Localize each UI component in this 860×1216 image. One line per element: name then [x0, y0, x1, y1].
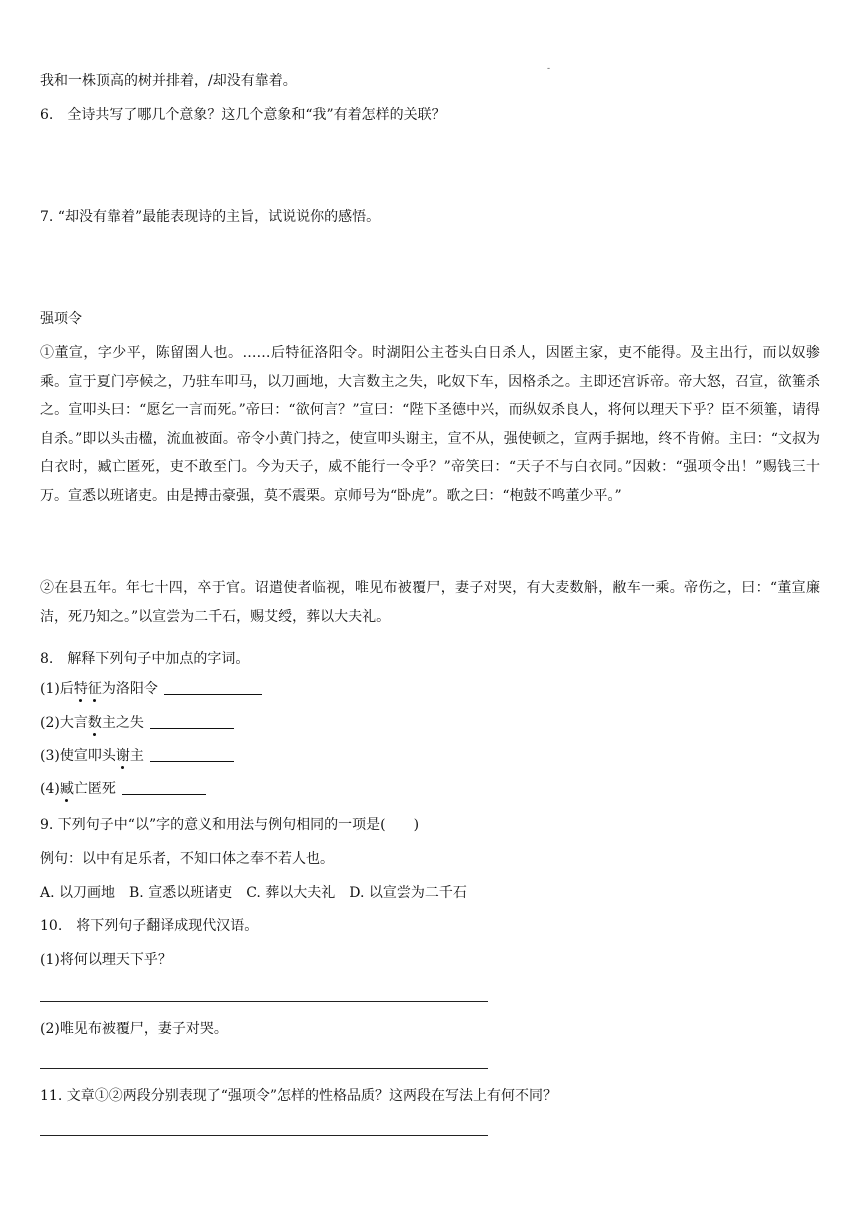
question-10-sentence-1: (1)将何以理天下乎？: [40, 952, 172, 968]
answer-line-1[interactable]: [40, 1001, 488, 1002]
passage-paragraph-1: ①董宣，字少平，陈留圉人也。……后特征洛阳令。时湖阳公主苍头白日杀人，因匿主家，吏不能得。及主出行，而以奴骖乘。宣于夏门亭候之，乃驻车叩马，以刀画地，大言数主之失，叱奴下车，因格杀之。主即还宫诉帝。帝大怒，召宣，欲箠杀之。宣叩头曰：“愿乞一言而死。”帝曰：“欲何言？”宣曰：“陛下圣德中兴，而纵奴杀良人，将何以理天下乎？臣不须箠，请得自杀。”即以头击楹，流血被面。帝令小黄门持之，使宣叩头谢主，宣不从，强使顿之，宣两手据地，终不肯俯。主曰：“文叔为白衣时，臧亡匿死，吏不敢至门。今为天子，威不能行一令乎？”帝笑曰：“天子不与白衣同。”因敕：“强项令出！”赐钱三十万。宣悉以班诸吏。由是搏击豪强，莫不震栗。京师号为“卧虎”。歌之曰：“枹鼓不鸣董少平。”: [40, 345, 820, 504]
poem-line: 我和一株顶高的树并排着，/却没有靠着。: [40, 73, 297, 89]
item-prefix: (1)后: [40, 681, 74, 697]
question-7: 7. “却没有靠着”最能表现诗的主旨，试说说你的感悟。: [40, 209, 381, 225]
answer-line-2[interactable]: [40, 1068, 488, 1069]
item-suffix: 为洛阳令: [101, 681, 158, 697]
dotted-char: 谢: [115, 748, 130, 764]
answer-blank[interactable]: [164, 680, 262, 695]
question-8-item-3: [40, 746, 234, 766]
question-8-item-4: [40, 779, 206, 799]
dotted-char: 臧: [59, 781, 74, 797]
dotted-char: 特: [73, 681, 88, 697]
question-8-stem: 8. 解释下列句子中加点的字词。: [40, 651, 250, 667]
item-prefix: (4): [40, 781, 60, 797]
passage-paragraph-2: ②在县五年。年七十四，卒于官。诏遣使者临视，唯见布被覆尸，妻子对哭，有大麦数斛，敝车一乘。帝伤之，曰：“董宣廉洁，死乃知之。”以宣尝为二千石，赐艾绶，葬以大夫礼。: [40, 580, 820, 625]
item-suffix: 亡匿死: [73, 781, 116, 797]
question-9-stem: 9. 下列句子中“以”字的意义和用法与例句相同的一项是( ): [40, 817, 420, 833]
question-9-example: 例句：以中有足乐者，不知口体之奉不若人也。: [40, 851, 334, 867]
item-prefix: (3)使宣叩头: [40, 748, 116, 764]
answer-blank[interactable]: [122, 780, 206, 795]
item-suffix: 主之失: [101, 715, 144, 731]
question-10-stem: 10. 将下列句子翻译成现代汉语。: [40, 918, 259, 934]
item-suffix: 主: [129, 748, 144, 764]
item-prefix: (2)大言: [40, 715, 88, 731]
passage-title: 强项令: [40, 311, 82, 327]
answer-blank[interactable]: [150, 714, 234, 729]
answer-line-3[interactable]: [40, 1135, 488, 1136]
question-9-options: A. 以刀画地 B. 宣悉以班诸吏 C. 葬以大夫礼 D. 以宣尝为二千石: [40, 885, 467, 901]
dotted-char: 数: [87, 715, 102, 731]
question-8-item-1: [40, 679, 262, 699]
question-8-item-2: [40, 713, 234, 733]
answer-blank[interactable]: [150, 747, 234, 762]
stray-mark: -: [547, 64, 551, 74]
question-10-sentence-2: (2)唯见布被覆尸，妻子对哭。: [40, 1021, 228, 1037]
dotted-char: 征: [87, 681, 102, 697]
question-6: 6. 全诗共写了哪几个意象？这几个意象和“我”有着怎样的关联？: [40, 107, 446, 123]
question-11: 11. 文章①②两段分别表现了“强项令”怎样的性格品质？这两段在写法上有何不同？: [40, 1088, 558, 1104]
